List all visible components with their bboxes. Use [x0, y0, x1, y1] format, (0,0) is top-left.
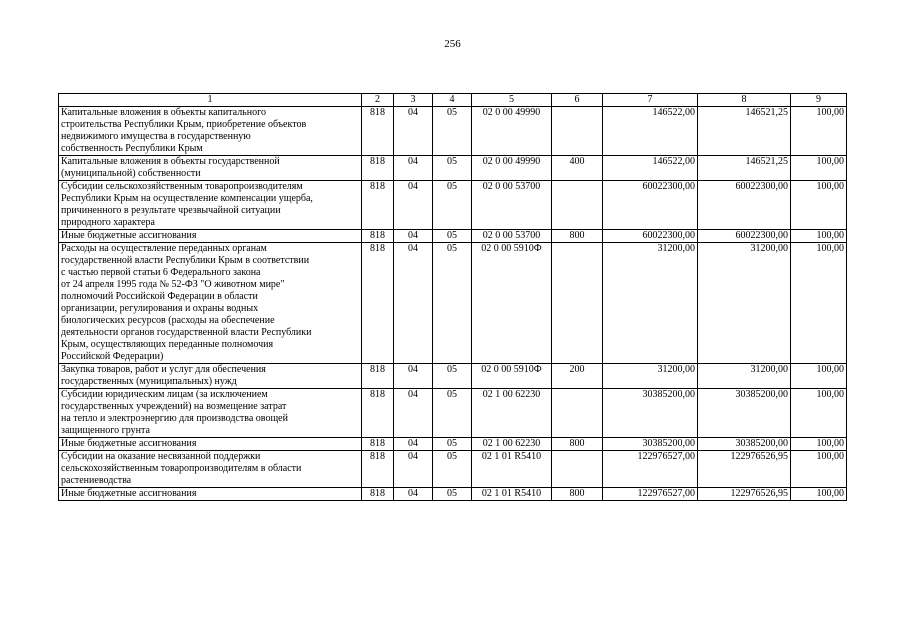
planned-amount: 30385200,00 — [603, 438, 698, 451]
ministry-code: 818 — [362, 438, 394, 451]
header-cell: 9 — [791, 94, 847, 107]
subsection-code: 05 — [433, 181, 472, 230]
expense-name: Расходы на осуществление переданных органам государственной власти Республики Крым в соответствии с частью первой статьи 6 Федерального закона от 24 апреля 1995 года № 52-ФЗ "О животном мире" полномочий Российской Федерации в области организации, регулирования и охраны водных биологических ресурсов (расходы на обеспечение деятельности органов государственной власти Республики Крым, осуществляющих переданные полномочия Российской Федерации) — [59, 243, 362, 364]
execution-percent: 100,00 — [791, 438, 847, 451]
header-cell: 4 — [433, 94, 472, 107]
expense-type-code: 200 — [552, 364, 603, 389]
subsection-code: 05 — [433, 389, 472, 438]
subsection-code: 05 — [433, 107, 472, 156]
expense-name: Иные бюджетные ассигнования — [59, 438, 362, 451]
planned-amount: 60022300,00 — [603, 181, 698, 230]
expense-type-code: 400 — [552, 156, 603, 181]
execution-percent: 100,00 — [791, 181, 847, 230]
ministry-code: 818 — [362, 230, 394, 243]
expense-type-code: 800 — [552, 488, 603, 501]
section-code: 04 — [394, 451, 433, 488]
expense-name: Иные бюджетные ассигнования — [59, 488, 362, 501]
execution-percent: 100,00 — [791, 107, 847, 156]
target-article-code: 02 1 00 62230 — [472, 389, 552, 438]
executed-amount: 122976526,95 — [698, 488, 791, 501]
section-code: 04 — [394, 389, 433, 438]
section-code: 04 — [394, 364, 433, 389]
subsection-code: 05 — [433, 488, 472, 501]
page-number: 256 — [444, 38, 461, 50]
header-cell: 1 — [59, 94, 362, 107]
execution-percent: 100,00 — [791, 364, 847, 389]
target-article-code: 02 1 00 62230 — [472, 438, 552, 451]
execution-percent: 100,00 — [791, 451, 847, 488]
subsection-code: 05 — [433, 156, 472, 181]
table-row — [59, 451, 847, 488]
section-code: 04 — [394, 438, 433, 451]
target-article-code: 02 0 00 53700 — [472, 230, 552, 243]
planned-amount: 31200,00 — [603, 364, 698, 389]
execution-percent: 100,00 — [791, 243, 847, 364]
table-row — [59, 107, 847, 156]
header-cell: 7 — [603, 94, 698, 107]
expense-name: Капитальные вложения в объекты капитального строительства Республики Крым, приобретение объектов недвижимого имущества в государственную собственность Республики Крым — [59, 107, 362, 156]
execution-percent: 100,00 — [791, 156, 847, 181]
executed-amount: 30385200,00 — [698, 438, 791, 451]
target-article-code: 02 1 01 R5410 — [472, 488, 552, 501]
expense-name: Субсидии юридическим лицам (за исключением государственных учреждений) на возмещение затрат на тепло и электроэнергию для производства овощей защищенного грунта — [59, 389, 362, 438]
executed-amount: 31200,00 — [698, 243, 791, 364]
section-code: 04 — [394, 243, 433, 364]
target-article-code: 02 1 01 R5410 — [472, 451, 552, 488]
executed-amount: 122976526,95 — [698, 451, 791, 488]
budget-table — [58, 93, 847, 501]
execution-percent: 100,00 — [791, 389, 847, 438]
table-row — [59, 488, 847, 501]
section-code: 04 — [394, 107, 433, 156]
target-article-code: 02 0 00 5910Ф — [472, 243, 552, 364]
expense-name: Субсидии сельскохозяйственным товаропроизводителям Республики Крым на осуществление компенсации ущерба, причиненного в результате чрезвычайной ситуации природного характера — [59, 181, 362, 230]
header-cell: 6 — [552, 94, 603, 107]
expense-type-code: 800 — [552, 438, 603, 451]
planned-amount: 146522,00 — [603, 156, 698, 181]
table-row — [59, 181, 847, 230]
planned-amount: 122976527,00 — [603, 451, 698, 488]
expense-type-code: 800 — [552, 230, 603, 243]
target-article-code: 02 0 00 49990 — [472, 156, 552, 181]
section-code: 04 — [394, 230, 433, 243]
execution-percent: 100,00 — [791, 488, 847, 501]
subsection-code: 05 — [433, 364, 472, 389]
table-row — [59, 438, 847, 451]
expense-type-code — [552, 389, 603, 438]
header-cell: 2 — [362, 94, 394, 107]
expense-name: Иные бюджетные ассигнования — [59, 230, 362, 243]
expense-name: Закупка товаров, работ и услуг для обеспечения государственных (муниципальных) нужд — [59, 364, 362, 389]
planned-amount: 122976527,00 — [603, 488, 698, 501]
execution-percent: 100,00 — [791, 230, 847, 243]
executed-amount: 60022300,00 — [698, 181, 791, 230]
expense-name: Субсидии на оказание несвязанной поддержки сельскохозяйственным товаропроизводителям в области растениеводства — [59, 451, 362, 488]
planned-amount: 31200,00 — [603, 243, 698, 364]
subsection-code: 05 — [433, 451, 472, 488]
planned-amount: 30385200,00 — [603, 389, 698, 438]
executed-amount: 30385200,00 — [698, 389, 791, 438]
expense-name: Капитальные вложения в объекты государственной (муниципальной) собственности — [59, 156, 362, 181]
header-cell: 8 — [698, 94, 791, 107]
expense-type-code — [552, 107, 603, 156]
planned-amount: 146522,00 — [603, 107, 698, 156]
table-row — [59, 156, 847, 181]
table-row — [59, 389, 847, 438]
expense-type-code — [552, 243, 603, 364]
header-cell: 5 — [472, 94, 552, 107]
expense-type-code — [552, 181, 603, 230]
subsection-code: 05 — [433, 230, 472, 243]
ministry-code: 818 — [362, 451, 394, 488]
subsection-code: 05 — [433, 243, 472, 364]
planned-amount: 60022300,00 — [603, 230, 698, 243]
section-code: 04 — [394, 156, 433, 181]
executed-amount: 146521,25 — [698, 156, 791, 181]
expense-type-code — [552, 451, 603, 488]
executed-amount: 146521,25 — [698, 107, 791, 156]
header-cell: 3 — [394, 94, 433, 107]
ministry-code: 818 — [362, 364, 394, 389]
ministry-code: 818 — [362, 243, 394, 364]
target-article-code: 02 0 00 53700 — [472, 181, 552, 230]
ministry-code: 818 — [362, 156, 394, 181]
subsection-code: 05 — [433, 438, 472, 451]
ministry-code: 818 — [362, 389, 394, 438]
table-header-row — [59, 94, 847, 107]
executed-amount: 60022300,00 — [698, 230, 791, 243]
section-code: 04 — [394, 488, 433, 501]
table-row — [59, 230, 847, 243]
ministry-code: 818 — [362, 107, 394, 156]
table-row — [59, 364, 847, 389]
executed-amount: 31200,00 — [698, 364, 791, 389]
target-article-code: 02 0 00 5910Ф — [472, 364, 552, 389]
ministry-code: 818 — [362, 488, 394, 501]
section-code: 04 — [394, 181, 433, 230]
table-row — [59, 243, 847, 364]
target-article-code: 02 0 00 49990 — [472, 107, 552, 156]
ministry-code: 818 — [362, 181, 394, 230]
